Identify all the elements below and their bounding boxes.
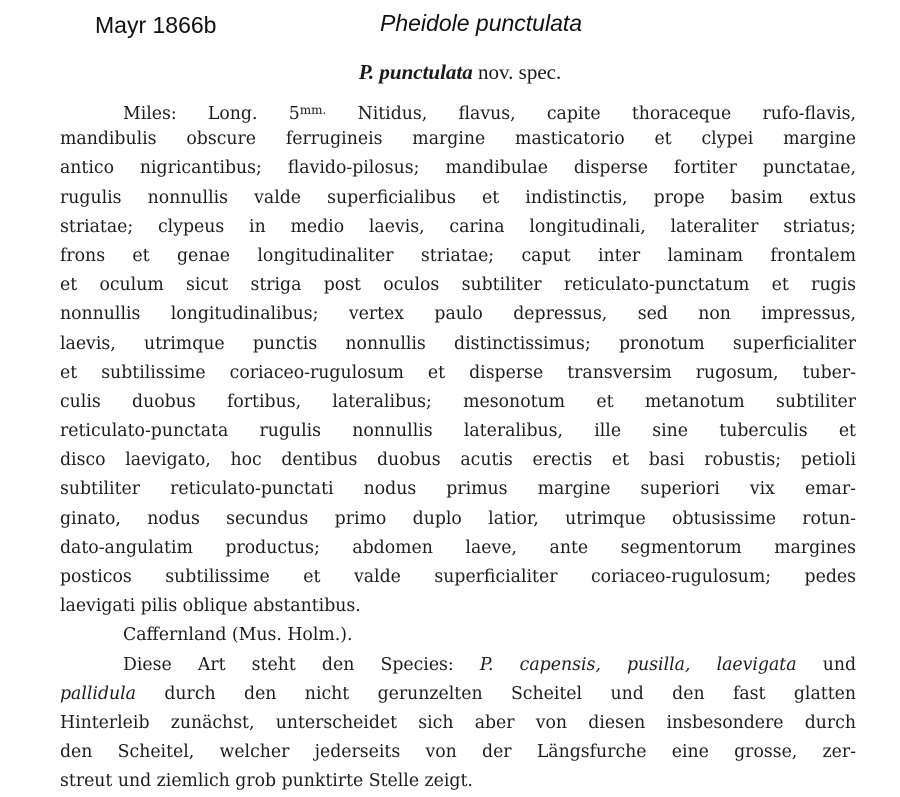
description-body bbox=[60, 96, 856, 797]
description-line: disco laevigato, hoc dentibus duobus acutis erectis et basi robustis; petioli bbox=[60, 450, 856, 471]
remarks-paragraph bbox=[60, 651, 856, 797]
remarks-line: den Scheitel, welcher jederseits von der Längsfurche eine grosse, zer- bbox=[60, 742, 856, 763]
description-line: et subtilissime coriaceo-rugulosum et disperse transversim rugosum, tuber- bbox=[60, 362, 856, 383]
description-line: mandibulis obscure ferrugineis margine masticatorio et clypei margine bbox=[60, 129, 856, 150]
description-line: frons et genae longitudinaliter striatae; caput inter laminam frontalem bbox=[60, 245, 856, 266]
remarks-line: Hinterleib zunächst, unterscheidet sich aber von diesen insbesondere durch bbox=[60, 712, 856, 733]
species-title bbox=[0, 60, 900, 85]
locality-paragraph bbox=[60, 621, 856, 650]
remarks-line: streut und ziemlich grob punktirte Stelle zeigt. bbox=[60, 771, 473, 792]
description-line: laevigati pilis oblique abstantibus. bbox=[60, 596, 361, 617]
description-line: striatae; clypeus in medio laevis, carina longitudinali, lateraliter striatus; bbox=[60, 216, 856, 237]
remarks-species-pallidula: pallidula bbox=[60, 683, 136, 704]
description-line: dato-angulatim productus; abdomen laeve, ante segmentorum margines bbox=[60, 537, 856, 558]
description-line: subtiliter reticulato-punctati nodus primus margine superiori vix emar- bbox=[60, 479, 856, 500]
description-paragraph bbox=[60, 96, 856, 621]
description-line: rugulis nonnullis valde superficialibus et indistinctis, prope basim extus bbox=[60, 187, 856, 208]
locality-line: Caffernland (Mus. Holm.). bbox=[123, 625, 353, 646]
description-line: ginato, nodus secundus primo duplo latior, utrimque obtusissime rotun- bbox=[60, 508, 856, 529]
description-line: antico nigricantibus; flavido-pilosus; mandibulae disperse fortiter punctatae, bbox=[60, 158, 856, 179]
species-header: Pheidole punctulata bbox=[380, 10, 583, 36]
description-line: Miles: Long. $5^{mm.}$ Nitidus, flavus, capite thoraceque rufo-flavis, bbox=[123, 103, 856, 124]
remarks-line: Diese Art steht den Species: P. capensis, pusilla, laevigata und bbox=[123, 654, 856, 675]
description-line: culis duobus fortibus, lateralibus; mesonotum et metanotum subtiliter bbox=[60, 391, 856, 412]
species-suffix: nov. spec. bbox=[478, 60, 562, 84]
citation-label: Mayr 1866b bbox=[95, 12, 217, 38]
description-line: et oculum sicut striga post oculos subtiliter reticulato-punctatum et rugis bbox=[60, 275, 856, 296]
remarks-line: pallidula durch den nicht gerunzelten Scheitel und den fast glatten bbox=[60, 683, 856, 704]
description-line: laevis, utrimque punctis nonnullis distinctissimus; pronotum superficialiter bbox=[60, 333, 856, 354]
description-line: nonnullis longitudinalibus; vertex paulo depressus, sed non impressus, bbox=[60, 304, 856, 325]
species-name: P. punctulata bbox=[358, 60, 473, 84]
description-line: posticos subtilissime et valde superficialiter coriaceo-rugulosum; pedes bbox=[60, 567, 856, 587]
remarks-species-list: P. capensis, pusilla, laevigata bbox=[479, 654, 797, 675]
description-line: reticulato-punctata rugulis nonnullis lateralibus, ille sine tuberculis et bbox=[60, 421, 856, 442]
